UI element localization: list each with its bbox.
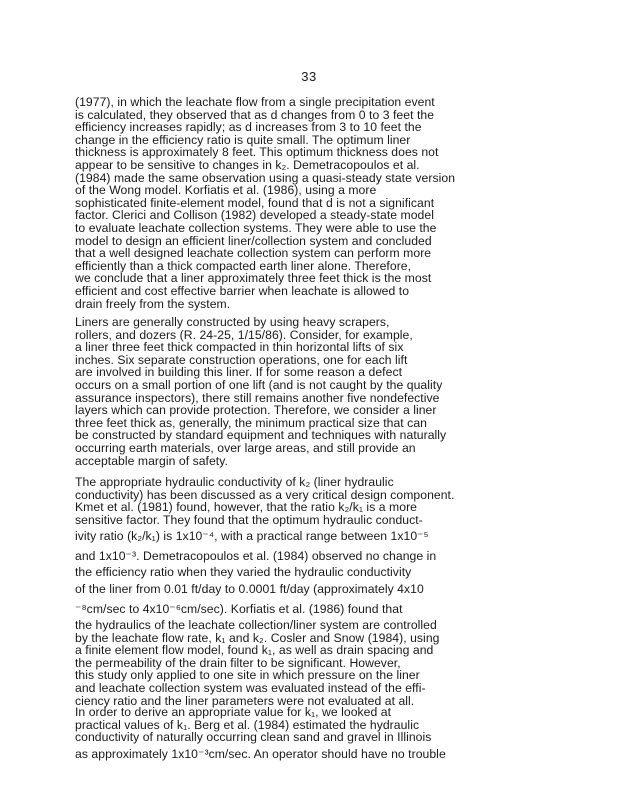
text-line: In order to derive an appropriate value for k₁, we looked at (75, 705, 392, 719)
text-line: assurance inspectors), there still remains another five nondefective (75, 390, 440, 405)
text-line: ciency ratio and the liner parameters were not evaluated at all. (75, 693, 415, 708)
text-line: sensitive factor. They found that the optimum hydraulic conduct- (75, 512, 423, 527)
text-line: practical values of k₁. Berg et al. (1984) estimated the hydraulic (75, 717, 420, 732)
text-line: a finite element flow model, found k₁, as well as drain spacing and (75, 643, 434, 658)
paragraph-liner-thickness (75, 96, 553, 310)
text-line: of the Wong model. Korfiatis et al. (1986), using a more (75, 183, 377, 198)
text-line: inches. Six separate construction operations, one for each lift (75, 352, 408, 367)
text-line: of the liner from 0.01 ft/day to 0.0001 ft/day (approximately 4x10 (75, 581, 424, 596)
text-line: the hydraulics of the leachate collection/liner system are controlled (75, 617, 437, 632)
text-line: we conclude that a liner approximately three feet thick is the most (75, 271, 432, 286)
text-line: that a well designed leachate collection system can perform more (75, 246, 432, 261)
text-line: model to design an efficient liner/collection system and concluded (75, 233, 432, 248)
text-line: three feet thick as, generally, the minimum practical size that can (75, 415, 427, 430)
text-line: (1984) made the same observation using a quasi-steady state version (75, 170, 456, 185)
text-line: change in the efficiency ratio is quite small. The optimum liner (75, 132, 411, 147)
text-line: efficiency increases rapidly; as d increases from 3 to 10 feet the (75, 120, 422, 135)
text-line: are involved in building this liner. If for some reason a defect (75, 365, 403, 380)
text-line: drain freely from the system. (75, 296, 231, 311)
text-line: layers which can provide protection. Therefore, we consider a liner (75, 403, 437, 418)
text-line: factor. Clerici and Collison (1982) developed a steady-state model (75, 208, 434, 223)
text-line: by the leachate flow rate, k₁ and k₂. Cosler and Snow (1984), using (75, 630, 440, 645)
paragraph-liner-construction (75, 316, 553, 467)
page-number: 33 (301, 69, 317, 84)
text-line: appear to be sensitive to changes in k₂. Demetracopoulos et al. (75, 157, 420, 172)
text-line: a liner three feet thick compacted in thin horizontal lifts of six (75, 340, 404, 355)
text-line: (1977), in which the leachate flow from a single precipitation event (75, 95, 435, 109)
text-line: the permeability of the drain filter to be significant. However, (75, 655, 401, 670)
text-line: efficient and cost effective barrier when leachate is allowed to (75, 283, 410, 298)
text-line: is calculated, they observed that as d changes from 0 to 3 feet the (75, 107, 435, 122)
paragraph-hydraulic-conductivity (75, 476, 553, 707)
text-line: to evaluate leachate collection systems. They were able to use the (75, 220, 437, 235)
text-line: be constructed by standard equipment and techniques with naturally (75, 428, 447, 443)
text-line: and 1x10⁻³. Demetracopoulos et al. (1984) observed no change in (75, 549, 437, 564)
paragraph-k1-value (75, 706, 553, 764)
text-line: sophisticated finite-element model, found that d is not a significant (75, 195, 435, 210)
text-line: ⁻⁸cm/sec to 4x10⁻⁶cm/sec). Korfiatis et al. (1986) found that (75, 601, 403, 616)
text-line: rollers, and dozers (R. 24-25, 1/15/86). Consider, for example, (75, 327, 413, 342)
text-line: the efficiency ratio when they varied the hydraulic conductivity (75, 565, 412, 580)
text-line: conductivity of naturally occurring clean sand and gravel in Illinois (75, 730, 432, 745)
text-line: ivity ratio (k₂/k₁) is 1x10⁻⁴, with a practical range between 1x10⁻⁵ (75, 529, 429, 544)
text-line: efficiently than a thick compacted earth liner alone. Therefore, (75, 258, 412, 273)
text-line: this study only applied to one site in which pressure on the liner (75, 668, 420, 683)
text-line: occurs on a small portion of one lift (and is not caught by the quality (75, 377, 443, 392)
text-line: thickness is approximately 8 feet. This optimum thickness does not (75, 145, 439, 160)
text-line: The appropriate hydraulic conductivity of k₂ (liner hydraulic (75, 475, 394, 489)
text-line: as approximately 1x10⁻³cm/sec. An operator should have no trouble (75, 746, 446, 761)
text-line: Kmet et al. (1981) found, however, that the ratio k₂/k₁ is a more (75, 500, 417, 515)
text-line: Liners are generally constructed by using heavy scrapers, (75, 315, 390, 329)
text-line: occurring earth materials, over large areas, and still provide an (75, 440, 416, 455)
text-line: and leachate collection system was evaluated instead of the effi- (75, 680, 426, 695)
text-line: conductivity) has been discussed as a very critical design component. (75, 487, 455, 502)
text-line: acceptable margin of safety. (75, 453, 228, 468)
